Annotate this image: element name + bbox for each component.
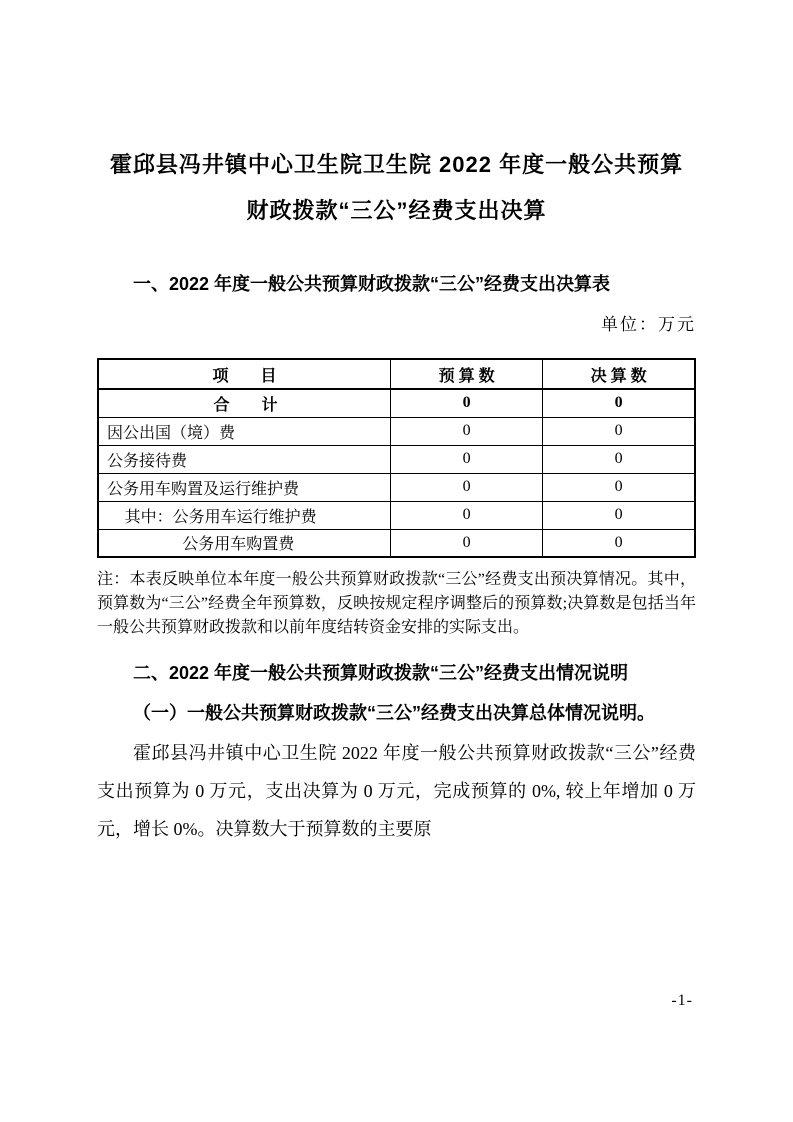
item-cell: 公务用车购置及运行维护费	[98, 473, 391, 501]
budget-cell: 0	[391, 501, 543, 529]
item-cell: 因公出国（境）费	[98, 417, 391, 445]
final-cell: 0	[543, 417, 695, 445]
title-line-2: 财政拨款“三公”经费支出决算	[246, 198, 547, 223]
final-cell: 0	[543, 473, 695, 501]
item-cell: 合 计	[98, 389, 391, 417]
final-cell: 0	[543, 445, 695, 473]
table-row-reception	[98, 445, 695, 473]
col-header-budget: 预 算 数	[391, 359, 543, 389]
item-cell: 其中：公务用车运行维护费	[98, 501, 391, 529]
table-row-vehicle-purchase	[98, 529, 695, 557]
item-cell: 公务接待费	[98, 445, 391, 473]
table-note: 注：本表反映单位本年度一般公共预算财政拨款“三公”经费支出预决算情况。其中，预算数为“三公”经费全年预算数，反映按规定程序调整后的预算数;决算数是包括当年一般公共预算财政拨款和以前年度结转资金安排的实际支出。	[97, 571, 696, 636]
section2-heading: 二、2022 年度一般公共预算财政拨款“三公”经费支出情况说明	[133, 663, 629, 683]
budget-cell: 0	[391, 389, 543, 417]
three-public-expense-table	[97, 358, 696, 558]
final-cell: 0	[543, 501, 695, 529]
unit-label: 单位：万元	[601, 315, 696, 334]
budget-cell: 0	[391, 445, 543, 473]
item-cell: 公务用车购置费	[98, 529, 391, 557]
final-cell: 0	[543, 529, 695, 557]
document-title	[97, 142, 696, 234]
final-cell: 0	[543, 389, 695, 417]
table-row-vehicle-total	[98, 473, 695, 501]
table-header-row	[98, 359, 695, 389]
budget-cell: 0	[391, 529, 543, 557]
budget-cell: 0	[391, 417, 543, 445]
table-row-total	[98, 389, 695, 417]
section1-heading: 一、2022 年度一般公共预算财政拨款“三公”经费支出决算表	[133, 274, 611, 294]
table-row-abroad	[98, 417, 695, 445]
page-number: -1-	[671, 992, 693, 1009]
subsection1-heading: （一）一般公共预算财政拨款“三公”经费支出决算总体情况说明。	[133, 703, 655, 723]
col-header-item: 项 目	[98, 359, 391, 389]
overview-paragraph: 霍邱县冯井镇中心卫生院 2022 年度一般公共预算财政拨款“三公”经费支出预算为 0 万元，支出决算为 0 万元，完成预算的 0%, 较上年增加 0 万元，增长 0%。决算数大于预算数的主要原	[97, 743, 696, 839]
table-row-vehicle-maintenance	[98, 501, 695, 529]
title-line-1: 霍邱县冯井镇中心卫生院卫生院 2022 年度一般公共预算	[109, 152, 684, 177]
budget-cell: 0	[391, 473, 543, 501]
col-header-final: 决 算 数	[543, 359, 695, 389]
